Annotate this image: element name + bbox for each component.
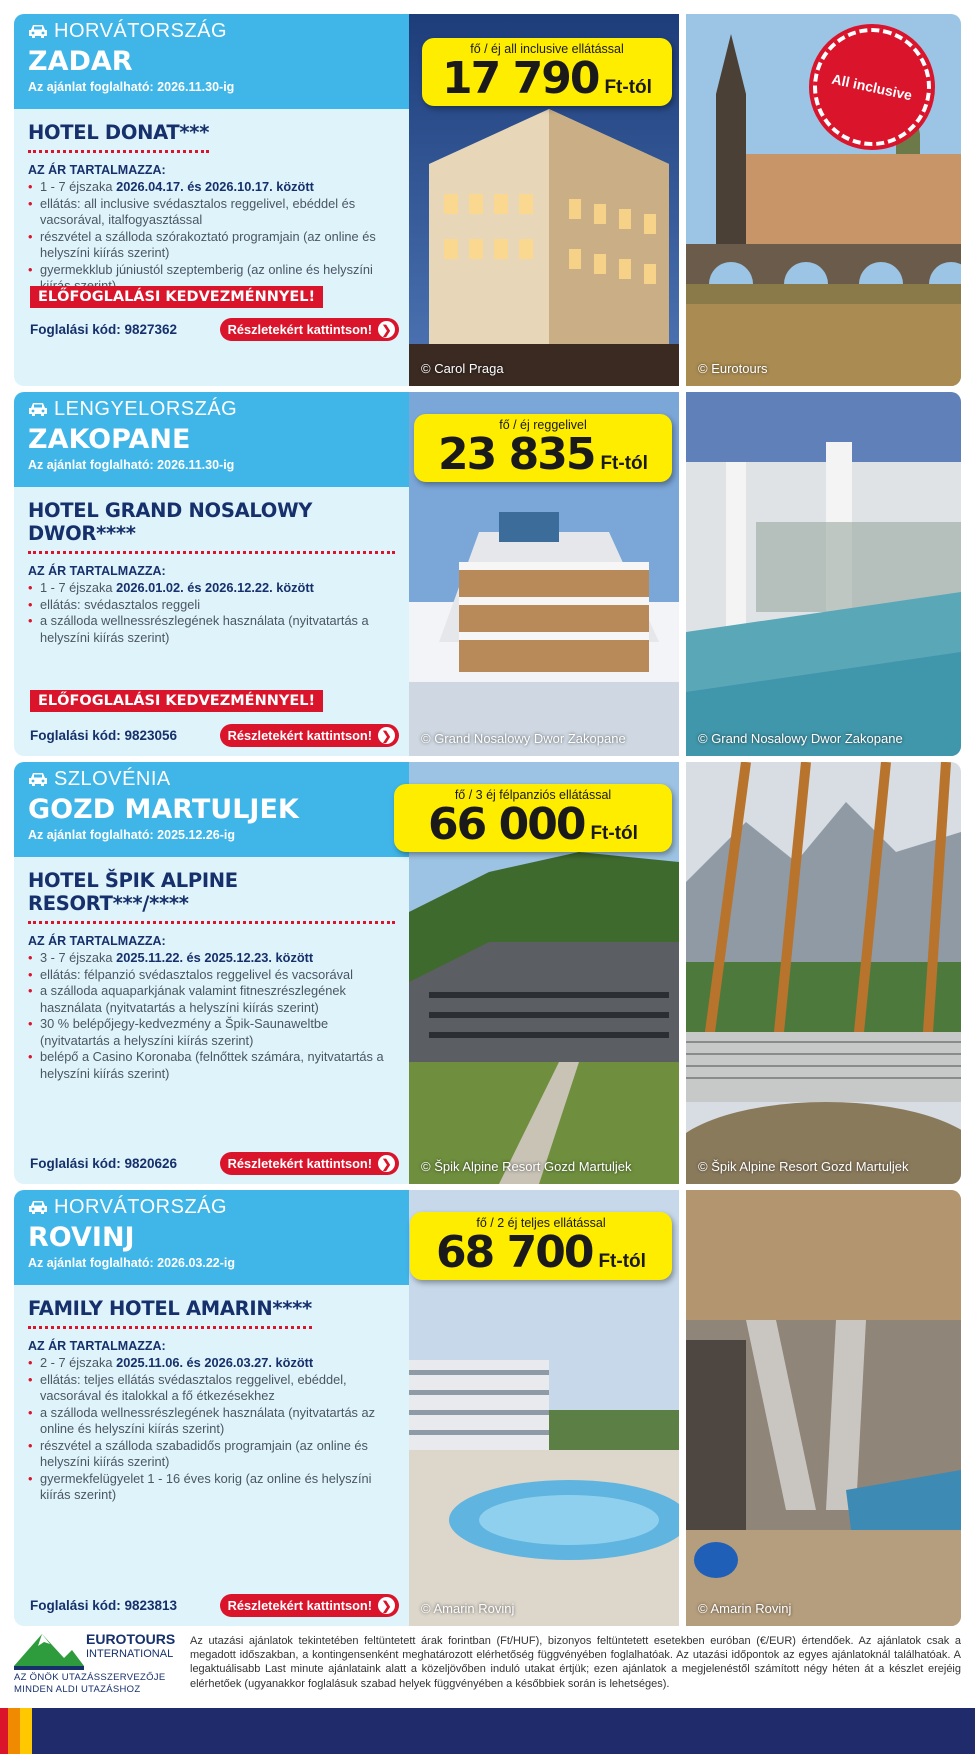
stripe-orange bbox=[8, 1708, 20, 1754]
price-tag bbox=[414, 414, 672, 482]
offer-card-zadar[interactable] bbox=[14, 14, 961, 386]
offer-info-panel bbox=[14, 762, 409, 1184]
price-label: fő / éj reggelivel bbox=[499, 418, 587, 432]
spa-photo bbox=[686, 1190, 961, 1626]
photo-credit: © Špik Alpine Resort Gozd Martuljek bbox=[421, 1159, 632, 1174]
includes-list bbox=[28, 580, 395, 646]
includes-list bbox=[28, 179, 395, 295]
offer-card-rovinj[interactable] bbox=[14, 1190, 961, 1626]
list-item: • részvétel a szálloda szabadidős programjain (az online és helyszíni kiírás szerint) bbox=[28, 1438, 395, 1471]
offer-card-zakopane[interactable] bbox=[14, 392, 961, 756]
disclaimer-text: Az utazási ajánlatok tekintetében feltüntetett árak forintban (Ft/HUF), bizonyos feltüntetett esetekben euróban (€/EUR) értendőek. Az ajánlatok csak a megadott időszakban, a kontingensenként meghatározott elérhetőség függvényében foglalhatóak. Az utazási időpontok az egyes ajánlatoknál találhatóak. A legaktuálisabb Last minute ajánlataink alatt a közeljövőben induló utakat értjük; ezen ajánlatok a megjelenéstől számított négy héten át a készlet erejéig elérhetőek (ugyanakkor foglalásuk szabad helyek függvényében a későbbiek során is lehetséges). bbox=[190, 1635, 961, 1690]
photo-credit: © Amarin Rovinj bbox=[698, 1601, 792, 1616]
car-icon bbox=[28, 771, 48, 787]
car-icon bbox=[28, 1199, 48, 1215]
includes-label: AZ ÁR TARTALMAZZA: bbox=[28, 1339, 166, 1353]
price-unit: Ft-tól bbox=[590, 823, 638, 844]
photo-credit: © Špik Alpine Resort Gozd Martuljek bbox=[698, 1159, 909, 1174]
hotel-name: HOTEL DONAT*** bbox=[28, 121, 209, 153]
price-tag bbox=[410, 1212, 672, 1280]
details-button[interactable]: Részletekért kattintson! ❯ bbox=[220, 724, 399, 747]
stripe-yellow bbox=[20, 1708, 32, 1754]
photo-credit: © Carol Praga bbox=[421, 361, 504, 376]
photo-credit: © Eurotours bbox=[698, 361, 768, 376]
city-title: ZADAR bbox=[28, 46, 133, 77]
bottom-bar bbox=[0, 1708, 975, 1754]
offer-info-panel bbox=[14, 1190, 409, 1626]
price-tag bbox=[394, 784, 672, 852]
list-item: • a szálloda wellnessrészlegének használata (nyitvatartás a helyszíni kiírás szerint) bbox=[28, 613, 395, 646]
all-inclusive-badge: All inclusive bbox=[802, 17, 942, 157]
price-value: 23 835 bbox=[438, 429, 595, 480]
list-item: • 1 - 7 éjszaka 2026.01.02. és 2026.12.22. között bbox=[28, 580, 395, 597]
price-label: fő / éj all inclusive ellátással bbox=[470, 42, 624, 56]
early-booking-badge: ELŐFOGLALÁSI KEDVEZMÉNNYEL! bbox=[30, 690, 323, 712]
mountain-logo-icon bbox=[14, 1630, 84, 1670]
car-icon bbox=[28, 23, 48, 39]
offer-info-panel bbox=[14, 14, 409, 386]
offer-header bbox=[14, 14, 409, 109]
footer bbox=[14, 1628, 961, 1703]
photo-credit: © Amarin Rovinj bbox=[421, 1601, 515, 1616]
includes-list bbox=[28, 950, 395, 1082]
country-label: SZLOVÉNIA bbox=[54, 767, 171, 790]
car-icon bbox=[28, 401, 48, 417]
city-title: ROVINJ bbox=[28, 1222, 135, 1253]
list-item: • ellátás: teljes ellátás svédasztalos reggelivel, ebéddel, vacsorával és italokkal a fő étkezésekhez bbox=[28, 1372, 395, 1405]
arrow-right-icon: ❯ bbox=[378, 1155, 395, 1172]
price-unit: Ft-tól bbox=[604, 77, 652, 98]
price-value: 17 790 bbox=[442, 53, 599, 104]
booking-code: Foglalási kód: 9823813 bbox=[30, 1598, 178, 1613]
tagline-line1: AZ ÖNÖK UTAZÁSSZERVEZŐJE bbox=[14, 1672, 166, 1683]
list-item: • ellátás: svédasztalos reggeli bbox=[28, 597, 395, 614]
arrow-right-icon: ❯ bbox=[378, 321, 395, 338]
price-unit: Ft-tól bbox=[600, 453, 648, 474]
price-unit: Ft-tól bbox=[598, 1251, 646, 1272]
list-item: • a szálloda aquaparkjának valamint fitneszrészlegének használata (nyitvatartás a helyszíni kiírás szerint) bbox=[28, 983, 395, 1016]
includes-list bbox=[28, 1355, 395, 1504]
details-button[interactable]: Részletekért kattintson! ❯ bbox=[220, 1152, 399, 1175]
price-value: 68 700 bbox=[436, 1227, 593, 1278]
city-title: GOZD MARTULJEK bbox=[28, 794, 299, 825]
early-booking-badge: ELŐFOGLALÁSI KEDVEZMÉNNYEL! bbox=[30, 286, 323, 308]
list-item: • gyermekfelügyelet 1 - 16 éves korig (az online és helyszíni kiírás szerint) bbox=[28, 1471, 395, 1504]
arrow-right-icon: ❯ bbox=[378, 1597, 395, 1614]
room-view-photo bbox=[686, 762, 961, 1184]
list-item: • ellátás: félpanzió svédasztalos reggelivel és vacsorával bbox=[28, 967, 395, 984]
list-item: • részvétel a szálloda szórakoztató programjain (az online és helyszíni kiírás szerint) bbox=[28, 229, 395, 262]
country-label: HORVÁTORSZÁG bbox=[54, 1195, 228, 1218]
details-button[interactable]: Részletekért kattintson! ❯ bbox=[220, 1594, 399, 1617]
valid-until: Az ajánlat foglalható: 2026.11.30-ig bbox=[28, 80, 235, 94]
offer-card-gozd-martuljek[interactable] bbox=[14, 762, 961, 1184]
city-photo bbox=[686, 14, 961, 386]
offer-info-panel bbox=[14, 392, 409, 756]
offer-header bbox=[14, 392, 409, 487]
booking-code: Foglalási kód: 9820626 bbox=[30, 1156, 178, 1171]
offer-header bbox=[14, 1190, 409, 1285]
eurotours-logo[interactable] bbox=[14, 1628, 184, 1703]
list-item: • belépő a Casino Koronaba (felnőttek számára, nyitvatartás a helyszíni kiírás szerint) bbox=[28, 1049, 395, 1082]
city-title: ZAKOPANE bbox=[28, 424, 191, 455]
list-item: • a szálloda wellnessrészlegének használata (nyitvatartás az online és helyszíni kiírás szerint) bbox=[28, 1405, 395, 1438]
list-item: • ellátás: all inclusive svédasztalos reggelivel, ebéddel és vacsorával, italfogyasztással bbox=[28, 196, 395, 229]
list-item: • 1 - 7 éjszaka 2026.04.17. és 2026.10.17. között bbox=[28, 179, 395, 196]
pool-photo bbox=[686, 392, 961, 756]
logo-name: EUROTOURS bbox=[86, 1631, 176, 1647]
hotel-name: FAMILY HOTEL AMARIN**** bbox=[28, 1297, 312, 1329]
tagline-line2: MINDEN ALDI UTAZÁSHOZ bbox=[14, 1684, 141, 1695]
photo-credit: © Grand Nosalowy Dwor Zakopane bbox=[421, 731, 626, 746]
arrow-right-icon: ❯ bbox=[378, 727, 395, 744]
offer-header bbox=[14, 762, 409, 857]
includes-label: AZ ÁR TARTALMAZZA: bbox=[28, 163, 166, 177]
booking-code: Foglalási kód: 9827362 bbox=[30, 322, 178, 337]
list-item: • 3 - 7 éjszaka 2025.11.22. és 2025.12.23. között bbox=[28, 950, 395, 967]
price-label: fő / 3 éj félpanziós ellátással bbox=[454, 788, 612, 802]
valid-until: Az ajánlat foglalható: 2026.11.30-ig bbox=[28, 458, 235, 472]
list-item: • 2 - 7 éjszaka 2025.11.06. és 2026.03.27. között bbox=[28, 1355, 395, 1372]
details-button[interactable]: Részletekért kattintson! ❯ bbox=[220, 318, 399, 341]
photo-credit: © Grand Nosalowy Dwor Zakopane bbox=[698, 731, 903, 746]
list-item: • 30 % belépőjegy-kedvezmény a Špik-Saunaweltbe (nyitvatartás a helyszíni kiírás szerint) bbox=[28, 1016, 395, 1049]
booking-code: Foglalási kód: 9823056 bbox=[30, 728, 178, 743]
price-tag bbox=[422, 38, 672, 106]
stripe-red bbox=[0, 1708, 8, 1754]
list-item: • gyermekklub júniustól szeptemberig (az online és helyszíni bbox=[28, 262, 395, 295]
includes-label: AZ ÁR TARTALMAZZA: bbox=[28, 934, 166, 948]
price-value: 66 000 bbox=[428, 799, 585, 850]
hotel-name: HOTEL ŠPIK ALPINE RESORT***/**** bbox=[28, 869, 395, 924]
valid-until: Az ajánlat foglalható: 2025.12.26-ig bbox=[28, 828, 236, 842]
country-label: LENGYELORSZÁG bbox=[54, 397, 238, 420]
price-label: fő / 2 éj teljes ellátással bbox=[476, 1216, 606, 1230]
country-label: HORVÁTORSZÁG bbox=[54, 19, 228, 42]
logo-subtitle: INTERNATIONAL bbox=[86, 1648, 174, 1660]
hotel-name: HOTEL GRAND NOSALOWY DWOR**** bbox=[28, 499, 395, 554]
includes-label: AZ ÁR TARTALMAZZA: bbox=[28, 564, 166, 578]
valid-until: Az ajánlat foglalható: 2026.03.22-ig bbox=[28, 1256, 236, 1270]
